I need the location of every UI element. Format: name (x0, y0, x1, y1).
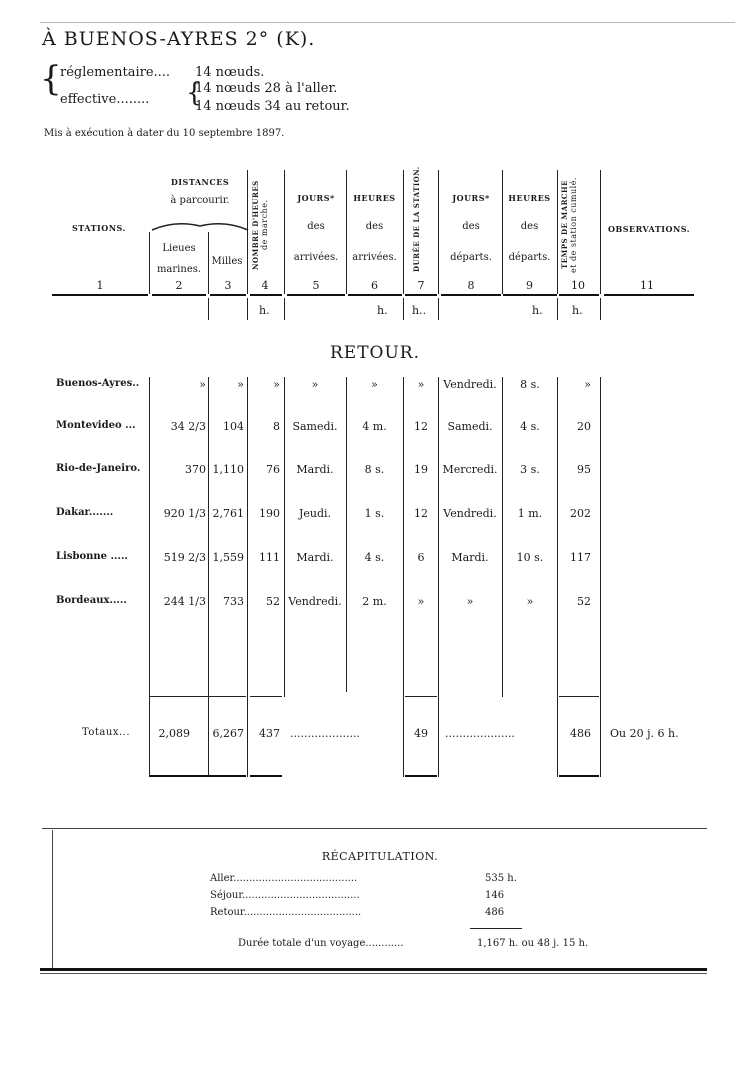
cell-cumul: 117 (570, 551, 591, 564)
totals-bottom-rule (250, 775, 282, 777)
speed-reglementaire-value: 14 nœuds. (195, 65, 265, 80)
units-sep (247, 298, 248, 320)
body-col-sep (600, 377, 601, 777)
col-number: 6 (371, 279, 378, 292)
header-rule (348, 294, 402, 296)
units-sep (284, 298, 285, 320)
header-heures-departs: HEURES (508, 193, 551, 203)
cell-jour-depart: Mardi. (451, 551, 489, 564)
totals-bottom-rule (405, 775, 437, 777)
cell-cumul: 52 (577, 595, 591, 608)
cell-cumul: 95 (577, 463, 591, 476)
body-col-sep (557, 377, 558, 777)
cell-lieues: » (199, 378, 206, 391)
col-number: 4 (261, 279, 269, 292)
recap-left-rule (52, 830, 53, 970)
speed-effective-label: effective........ (60, 92, 150, 107)
cell-heures: 76 (266, 463, 280, 476)
col-number: 1 (96, 279, 104, 292)
header-col-sep (247, 170, 248, 294)
header-jours-arrivees-des: des (307, 221, 325, 232)
body-col-sep (247, 377, 248, 777)
cell-lieues: 34 2/3 (170, 420, 206, 433)
totals-duree: 49 (414, 727, 428, 740)
cell-station: Rio-de-Janeiro. (56, 463, 141, 474)
header-duree-station: DURÉE DE LA STATION. (412, 166, 421, 272)
cell-heure-depart: 4 s. (520, 420, 540, 433)
recap-retour-label: Retour..................................... (210, 907, 362, 918)
recap-aller-value: 535 h. (485, 873, 517, 884)
cell-heures: 52 (266, 595, 280, 608)
cell-milles: » (237, 378, 244, 391)
totals-rule (250, 696, 282, 697)
brace-right-icon: { (186, 78, 203, 108)
body-col-sep (438, 377, 439, 777)
header-rule (441, 294, 501, 296)
recap-duree-label: Durée totale d'un voyage............ (238, 938, 404, 949)
header-jours-departs-sub: départs. (450, 252, 492, 263)
header-lieues: Lieues (162, 243, 196, 254)
units-sep (438, 298, 439, 320)
recap-sejour-value: 146 (485, 890, 505, 901)
totals-label: Totaux... (82, 727, 131, 738)
header-col-sep (403, 170, 404, 294)
header-rule (250, 294, 282, 296)
cell-heures: 190 (259, 507, 280, 520)
cell-jour-arrivee: Mardi. (296, 463, 334, 476)
cell-duree: 6 (417, 551, 425, 564)
cell-duree: » (417, 595, 425, 608)
totals-dots: .................... (290, 727, 360, 740)
totals-rule (559, 696, 599, 697)
header-col-sep (284, 170, 285, 294)
totals-lieues: 2,089 (158, 727, 190, 740)
col-number: 10 (571, 279, 585, 292)
cell-milles: 104 (223, 420, 244, 433)
cell-heure-arrivee: 2 m. (362, 595, 387, 608)
cell-jour-arrivee: Jeudi. (298, 507, 332, 520)
totals-dots: .................... (445, 727, 515, 740)
header-col-sep (346, 170, 347, 294)
col-number: 11 (640, 279, 654, 292)
header-nombre-heures: NOMBRE D'HEURES de marche. (251, 180, 269, 270)
totals-bottom-rule (150, 775, 246, 777)
cell-jour-depart: Mercredi. (442, 463, 498, 476)
recap-duree-value: 1,167 h. ou 48 j. 15 h. (477, 938, 589, 949)
page-bottom-rule-thin (40, 973, 707, 974)
header-col-sep (438, 170, 439, 294)
header-jours-departs-des: des (462, 221, 480, 232)
col-number: 5 (312, 279, 320, 292)
header-heures-arrivees: HEURES (353, 193, 396, 203)
cell-heure-arrivee: 8 s. (364, 463, 385, 476)
recap-title: RÉCAPITULATION. (321, 850, 439, 863)
header-jours-departs: JOURS* (452, 193, 490, 203)
cell-lieues: 519 2/3 (163, 551, 206, 564)
cell-station: Buenos-Ayres.. (56, 378, 140, 389)
recap-retour-value: 486 (485, 907, 505, 918)
cell-milles: 1,559 (212, 551, 244, 564)
cell-milles: 2,761 (212, 507, 244, 520)
body-col-sep (208, 377, 209, 777)
cell-milles: 733 (223, 595, 244, 608)
cell-jour-depart: Vendredi. (443, 507, 497, 520)
cell-station: Lisbonne ..... (56, 551, 128, 562)
header-rule (52, 294, 148, 296)
header-rule (405, 294, 437, 296)
col-number: 7 (417, 279, 425, 292)
cell-duree: 12 (414, 507, 428, 520)
page-bottom-rule (40, 968, 707, 971)
cell-heure-depart: 10 s. (516, 551, 544, 564)
cell-heures: 8 (273, 420, 280, 433)
recap-sum-rule (470, 928, 522, 929)
cell-heure-depart: 8 s. (520, 378, 540, 391)
header-rule (152, 294, 206, 296)
cell-jour-arrivee: » (311, 378, 319, 391)
cell-station: Bordeaux..... (56, 595, 127, 606)
speed-effective-aller: 14 nœuds 28 à l'aller. (195, 81, 338, 96)
header-heures-arrivees-sub: arrivées. (352, 252, 397, 263)
totals-heures: 437 (259, 727, 280, 740)
cell-jour-arrivee: Vendredi. (288, 595, 342, 608)
header-col-sep (557, 170, 558, 294)
cell-lieues: 370 (185, 463, 206, 476)
cell-jour-depart: » (466, 595, 474, 608)
cell-station: Montevideo ... (56, 420, 136, 431)
totals-cumul: 486 (570, 727, 591, 740)
unit-c10: h. (572, 304, 583, 317)
units-sep (403, 298, 404, 320)
recap-top-rule (42, 828, 707, 829)
col-number: 8 (467, 279, 475, 292)
header-rule (503, 294, 557, 296)
recap-sejour-label: Séjour..................................... (210, 890, 360, 901)
header-temps-cumule: TEMPS DE MARCHE et de station cumulé. (560, 177, 578, 273)
page-title: À BUENOS-AYRES 2° (K). (42, 28, 316, 50)
col-number: 2 (175, 279, 183, 292)
cell-cumul: 20 (577, 420, 591, 433)
unit-c9: h. (532, 304, 543, 317)
cell-cumul: » (584, 378, 591, 391)
cell-lieues: 920 1/3 (163, 507, 206, 520)
unit-c4: h. (259, 304, 270, 317)
recap-aller-label: Aller....................................... (210, 873, 358, 884)
totals-milles: 6,267 (212, 727, 244, 740)
cell-heures: 111 (259, 551, 280, 564)
header-rule (287, 294, 345, 296)
brace-left-icon: { (40, 59, 62, 99)
cell-heure-arrivee: 4 m. (362, 420, 387, 433)
body-col-sep (149, 377, 150, 777)
cell-jour-depart: Vendredi. (443, 378, 497, 391)
header-rule (604, 294, 694, 296)
cell-jour-depart: Samedi. (447, 420, 493, 433)
totals-bottom-rule (559, 775, 599, 777)
header-stations: STATIONS. (72, 223, 126, 233)
totals-rule (150, 696, 246, 697)
header-heures-departs-sub: départs. (508, 252, 551, 263)
cell-milles: 1,110 (212, 463, 244, 476)
header-col-sep (149, 232, 150, 294)
cell-heure-arrivee: 1 s. (364, 507, 385, 520)
section-title: RETOUR. (329, 343, 421, 363)
header-heures-arrivees-des: des (365, 221, 384, 232)
cell-station: Dakar....... (56, 507, 114, 518)
header-rule (559, 294, 599, 296)
cell-heures: » (273, 378, 280, 391)
distances-brace (150, 218, 250, 232)
cell-jour-arrivee: Samedi. (292, 420, 338, 433)
header-jours-arrivees: JOURS* (297, 193, 335, 203)
cell-lieues: 244 1/3 (163, 595, 206, 608)
units-sep (557, 298, 558, 320)
cell-duree: 12 (414, 420, 428, 433)
header-col-sep (208, 232, 209, 294)
cell-duree: 19 (414, 463, 428, 476)
header-col-sep (600, 170, 601, 294)
col-number: 9 (526, 279, 533, 292)
top-rule (40, 22, 735, 23)
unit-c6: h. (377, 304, 388, 317)
cell-heure-depart: 1 m. (517, 507, 543, 520)
cell-heure-arrivee: 4 s. (364, 551, 385, 564)
cell-heure-arrivee: » (371, 378, 378, 391)
header-jours-arrivees-sub: arrivées. (293, 252, 339, 263)
col-number: 3 (224, 279, 232, 292)
totals-rule (405, 696, 437, 697)
cell-jour-arrivee: Mardi. (296, 551, 334, 564)
header-lieues-sub: marines. (156, 264, 202, 275)
units-sep (208, 298, 209, 320)
header-distances: DISTANCES (170, 177, 230, 187)
cell-duree: » (417, 378, 425, 391)
date-note: Mis à exécution à dater du 10 septembre 1897. (44, 128, 285, 139)
speed-effective-retour: 14 nœuds 34 au retour. (195, 99, 350, 114)
header-rule (210, 294, 246, 296)
cell-cumul: 202 (570, 507, 591, 520)
unit-c7: h.. (412, 304, 427, 317)
units-sep (600, 298, 601, 320)
header-col-sep (502, 170, 503, 294)
header-milles: Milles (211, 256, 243, 267)
header-distances-sub: à parcourir. (170, 195, 230, 206)
body-col-sep (403, 377, 404, 777)
header-heures-departs-des: des (520, 221, 539, 232)
totals-observation: Ou 20 j. 6 h. (610, 727, 679, 740)
speed-reglementaire-label: réglementaire.... (60, 65, 171, 80)
header-observations: OBSERVATIONS. (608, 224, 691, 234)
cell-heure-depart: 3 s. (520, 463, 540, 476)
cell-heure-depart: » (526, 595, 534, 608)
